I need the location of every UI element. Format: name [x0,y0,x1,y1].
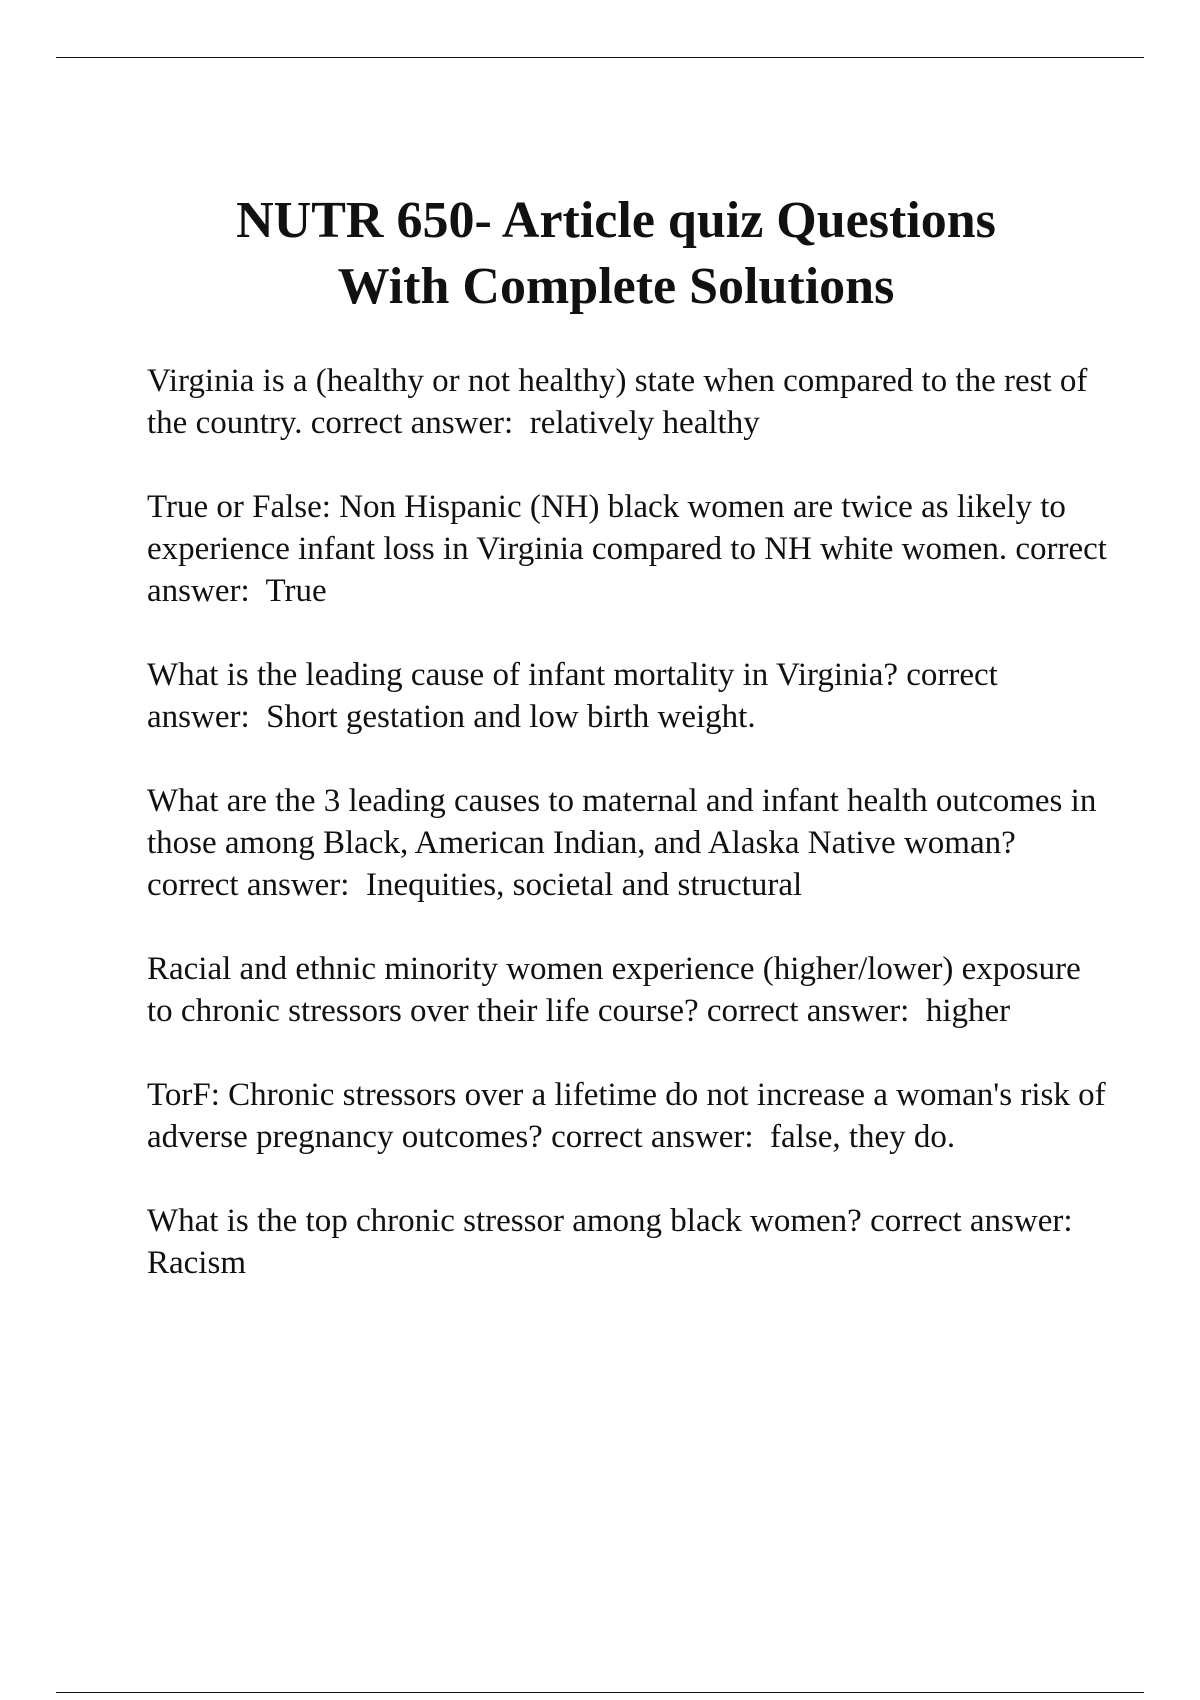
qa-item [147,1200,1107,1284]
question-text: Racial and ethnic minority women experience (higher/lower) exposure to chronic stressors over their life course? [147,951,1089,1029]
qa-item [147,486,1116,612]
question-text: Virginia is a (healthy or not healthy) state when compared to the rest of the country. [147,363,1096,441]
answer-text: false, they do. [770,1119,956,1155]
answer-marker: correct answer: [147,531,1116,609]
answer-text: Inequities, societal and structural [365,867,803,903]
question-text: What is the top chronic stressor among black women? [147,1203,862,1239]
answer-marker: correct answer: [147,825,1024,903]
answer-text: Short gestation and low birth weight. [266,699,756,735]
question-text: What is the leading cause of infant mortality in Virginia? [147,657,899,693]
qa-list [147,360,1116,1326]
top-rule [56,57,1144,58]
answer-text: True [265,573,327,609]
title-line-2: With Complete Solutions [337,258,895,315]
title-line-1: NUTR 650- Article quiz Questions [236,192,996,249]
answer-marker: correct answer: [861,1203,1090,1239]
qa-item [147,948,1107,1032]
question-text: What are the 3 leading causes to maternal and infant health outcomes in those among Black, American Indian, and Alaska Native woman? [147,783,1105,861]
answer-marker: correct answer: [698,993,926,1029]
bottom-rule [56,1692,1144,1693]
answer-text: higher [925,993,1011,1029]
qa-item [147,360,1107,444]
answer-marker: correct answer: [147,657,1007,735]
question-text: True or False: Non Hispanic (NH) black women are twice as likely to experience infant loss in Virginia compared to NH white women. [147,489,1075,567]
qa-item [147,780,1107,906]
qa-item [147,654,1107,738]
answer-text: relatively healthy [529,405,760,441]
qa-item [147,1074,1114,1158]
answer-marker: correct answer: [542,1119,771,1155]
page-title [0,188,1200,320]
question-text: TorF: Chronic stressors over a lifetime do not increase a woman's risk of adverse pregnancy outcomes? [147,1077,1114,1155]
answer-marker: correct answer: [302,405,530,441]
answer-text: Racism [147,1245,246,1281]
